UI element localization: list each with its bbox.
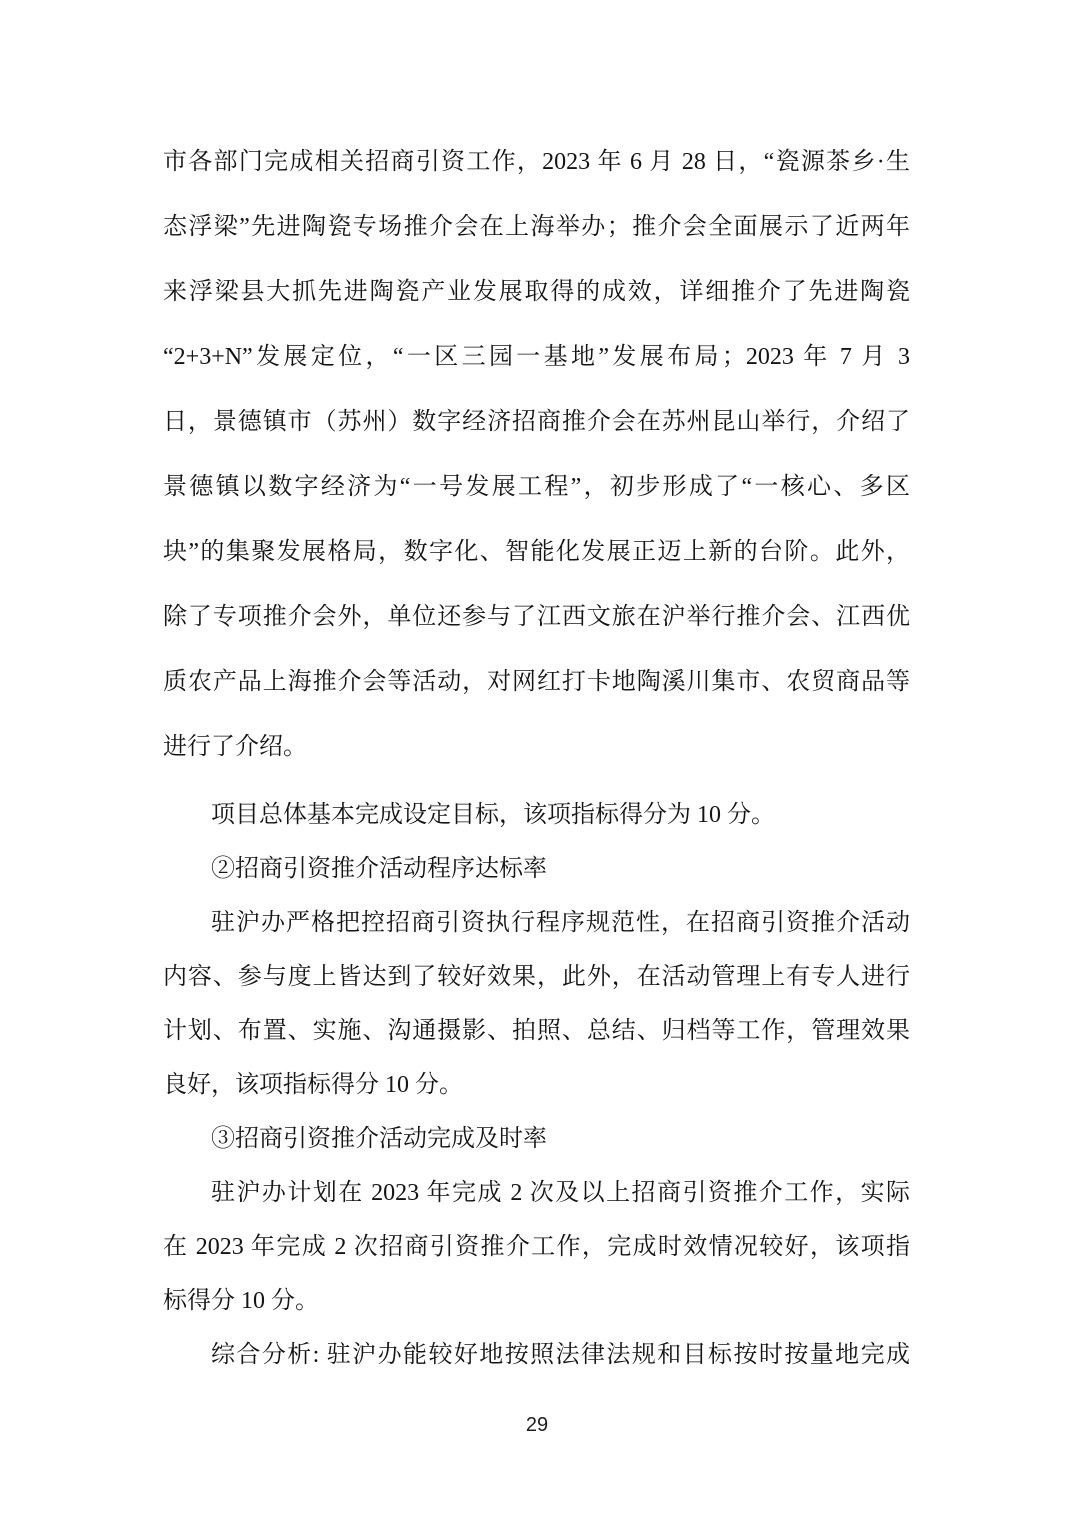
- paragraph: [163, 896, 910, 1112]
- text-line: 项目总体基本完成设定目标，该项指标得分为 10 分。: [211, 802, 775, 828]
- text-line: 进行了介绍。: [163, 734, 307, 760]
- paragraph: [163, 1328, 910, 1382]
- text-line: 质农产品上海推介会等活动，对网红打卡地陶溪川集市、农贸商品等: [163, 669, 910, 695]
- text-line: 综合分析: 驻沪办能较好地按照法律法规和目标按时按量地完成: [211, 1342, 910, 1368]
- text-line: 块”的集聚发展格局，数字化、智能化发展正迈上新的台阶。此外，: [163, 539, 910, 565]
- text-line: 内容、参与度上皆达到了较好效果，此外，在活动管理上有专人进行: [163, 964, 910, 990]
- text-line: 计划、布置、实施、沟通摄影、拍照、总结、归档等工作，管理效果: [163, 1018, 910, 1044]
- text-line: ③招商引资推介活动完成及时率: [211, 1126, 547, 1152]
- text-line: 日，景德镇市（苏州）数字经济招商推介会在苏州昆山举行，介绍了: [163, 409, 910, 435]
- paragraph: [163, 1112, 910, 1166]
- page-footer: [0, 1411, 1074, 1439]
- text-line: 除了专项推介会外，单位还参与了江西文旅在沪举行推介会、江西优: [163, 604, 910, 630]
- document-body: [163, 130, 910, 1382]
- paragraph: [163, 842, 910, 896]
- text-line: 市各部门完成相关招商引资工作，2023 年 6 月 28 日，“瓷源茶乡·生: [163, 149, 910, 175]
- paragraph: [163, 1166, 910, 1328]
- text-line: 在 2023 年完成 2 次招商引资推介工作，完成时效情况较好，该项指: [163, 1234, 910, 1260]
- text-line: 驻沪办计划在 2023 年完成 2 次及以上招商引资推介工作，实际: [211, 1180, 910, 1206]
- paragraph: [163, 130, 910, 780]
- page-number: 29: [525, 1414, 549, 1436]
- text-line: “2+3+N”发展定位，“一区三园一基地”发展布局；2023 年 7 月 3: [163, 344, 910, 370]
- text-line: 驻沪办严格把控招商引资执行程序规范性，在招商引资推介活动: [211, 910, 910, 936]
- text-line: 景德镇以数字经济为“一号发展工程”，初步形成了“一核心、多区: [163, 474, 910, 500]
- paragraph: [163, 788, 910, 842]
- text-line: 标得分 10 分。: [163, 1288, 319, 1314]
- text-line: 态浮梁”先进陶瓷专场推介会在上海举办；推介会全面展示了近两年: [163, 214, 910, 240]
- text-line: 来浮梁县大抓先进陶瓷产业发展取得的成效，详细推介了先进陶瓷: [163, 279, 910, 305]
- text-line: ②招商引资推介活动程序达标率: [211, 856, 547, 882]
- text-line: 良好，该项指标得分 10 分。: [163, 1072, 463, 1098]
